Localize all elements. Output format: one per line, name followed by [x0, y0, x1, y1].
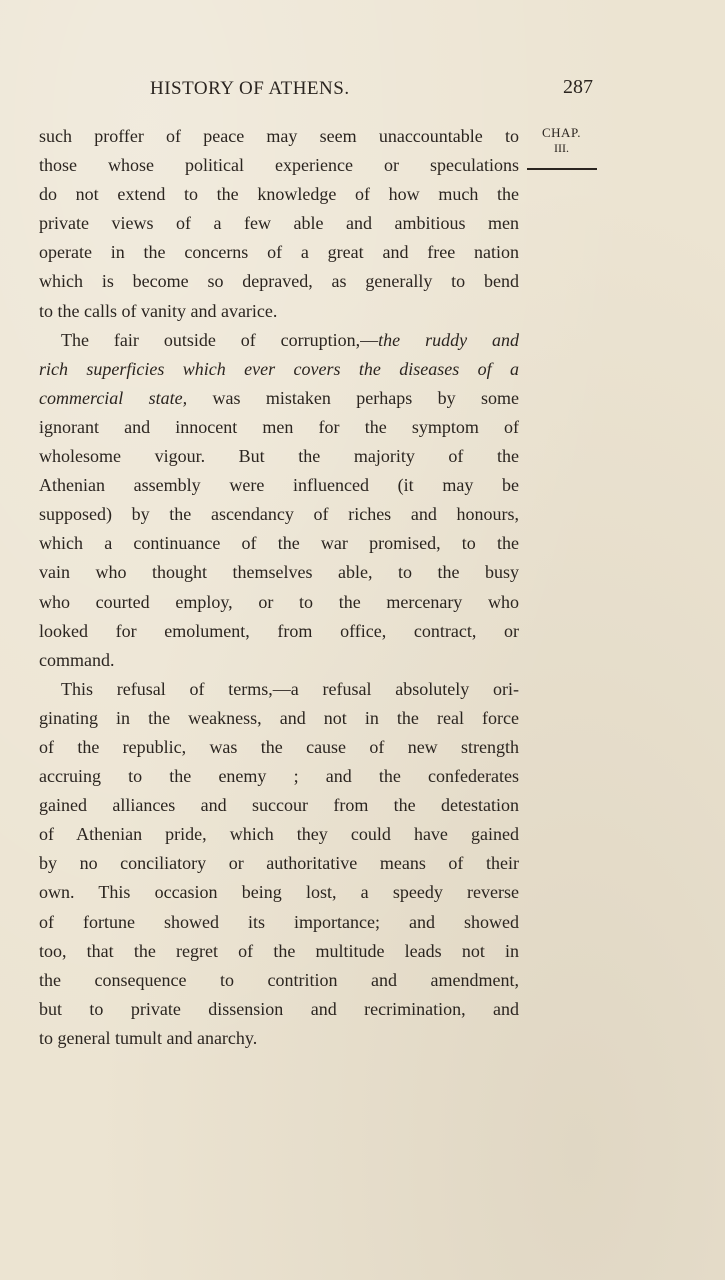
- chapter-rule: [527, 168, 597, 170]
- text-line: who courted employ, or to the mercenary who: [39, 591, 519, 612]
- text-line: such proffer of peace may seem unaccountable to: [39, 126, 519, 146]
- chapter-number: III.: [554, 141, 569, 155]
- text-line: but to private dissension and recrimination, and: [39, 998, 519, 1019]
- text-line: gained alliances and succour from the detestation: [39, 795, 519, 816]
- paragraph-2: [39, 326, 519, 675]
- italic-run: commercial state,: [39, 387, 188, 408]
- text-line: [39, 384, 519, 413]
- text-line: accruing to the enemy ; and the confederates: [39, 766, 519, 787]
- text-line: to the calls of vanity and avarice.: [39, 300, 278, 321]
- text-line: supposed) by the ascendancy of riches and honours,: [39, 504, 519, 525]
- text-line: looked for emolument, from office, contract, or: [39, 620, 519, 641]
- text-line: which is become so depraved, as generally to bend: [39, 271, 519, 292]
- text-line: operate in the concerns of a great and free nation: [39, 242, 519, 263]
- paragraph-3: [39, 675, 519, 1053]
- text-run: was mistaken perhaps by some: [187, 387, 520, 408]
- text-line: ignorant and innocent men for the symptom of: [39, 416, 519, 437]
- text-line: those whose political experience or speculations: [39, 155, 519, 176]
- page-number: 287: [563, 76, 593, 98]
- text-line: wholesome vigour. But the majority of the: [39, 446, 519, 467]
- body-text: [39, 122, 519, 1053]
- text-line: the consequence to contrition and amendment,: [39, 969, 519, 990]
- text-line: This refusal of terms,—a refusal absolutely ori-: [61, 678, 519, 699]
- chapter-marginal-note: [524, 126, 599, 170]
- text-line: too, that the regret of the multitude leads not in: [39, 940, 519, 961]
- paragraph-1: [39, 122, 519, 326]
- italic-run: rich superficies which ever covers the diseases of a: [39, 358, 519, 379]
- text-line: of Athenian pride, which they could have gained: [39, 824, 519, 845]
- text-line: vain who thought themselves able, to the busy: [39, 562, 519, 583]
- text-line: own. This occasion being lost, a speedy reverse: [39, 882, 519, 903]
- text-run: The fair outside of corruption,—: [61, 329, 379, 350]
- text-line: to general tumult and anarchy.: [39, 1027, 258, 1048]
- text-line: of the republic, was the cause of new strength: [39, 736, 519, 757]
- text-line: private views of a few able and ambitious men: [39, 213, 519, 234]
- chapter-label: CHAP.: [542, 125, 581, 140]
- text-line: of fortune showed its importance; and showed: [39, 911, 519, 932]
- text-line: ginating in the weakness, and not in the real force: [39, 707, 519, 728]
- text-line: by no conciliatory or authoritative means of their: [39, 853, 519, 874]
- running-head: HISTORY OF ATHENS.: [150, 78, 350, 99]
- text-line: [39, 355, 519, 384]
- text-line: command.: [39, 649, 115, 670]
- text-line: Athenian assembly were influenced (it may be: [39, 475, 519, 496]
- text-line: [39, 326, 519, 355]
- text-line: which a continuance of the war promised, to the: [39, 533, 519, 554]
- text-line: do not extend to the knowledge of how much the: [39, 184, 519, 205]
- italic-run: the ruddy and: [378, 329, 519, 350]
